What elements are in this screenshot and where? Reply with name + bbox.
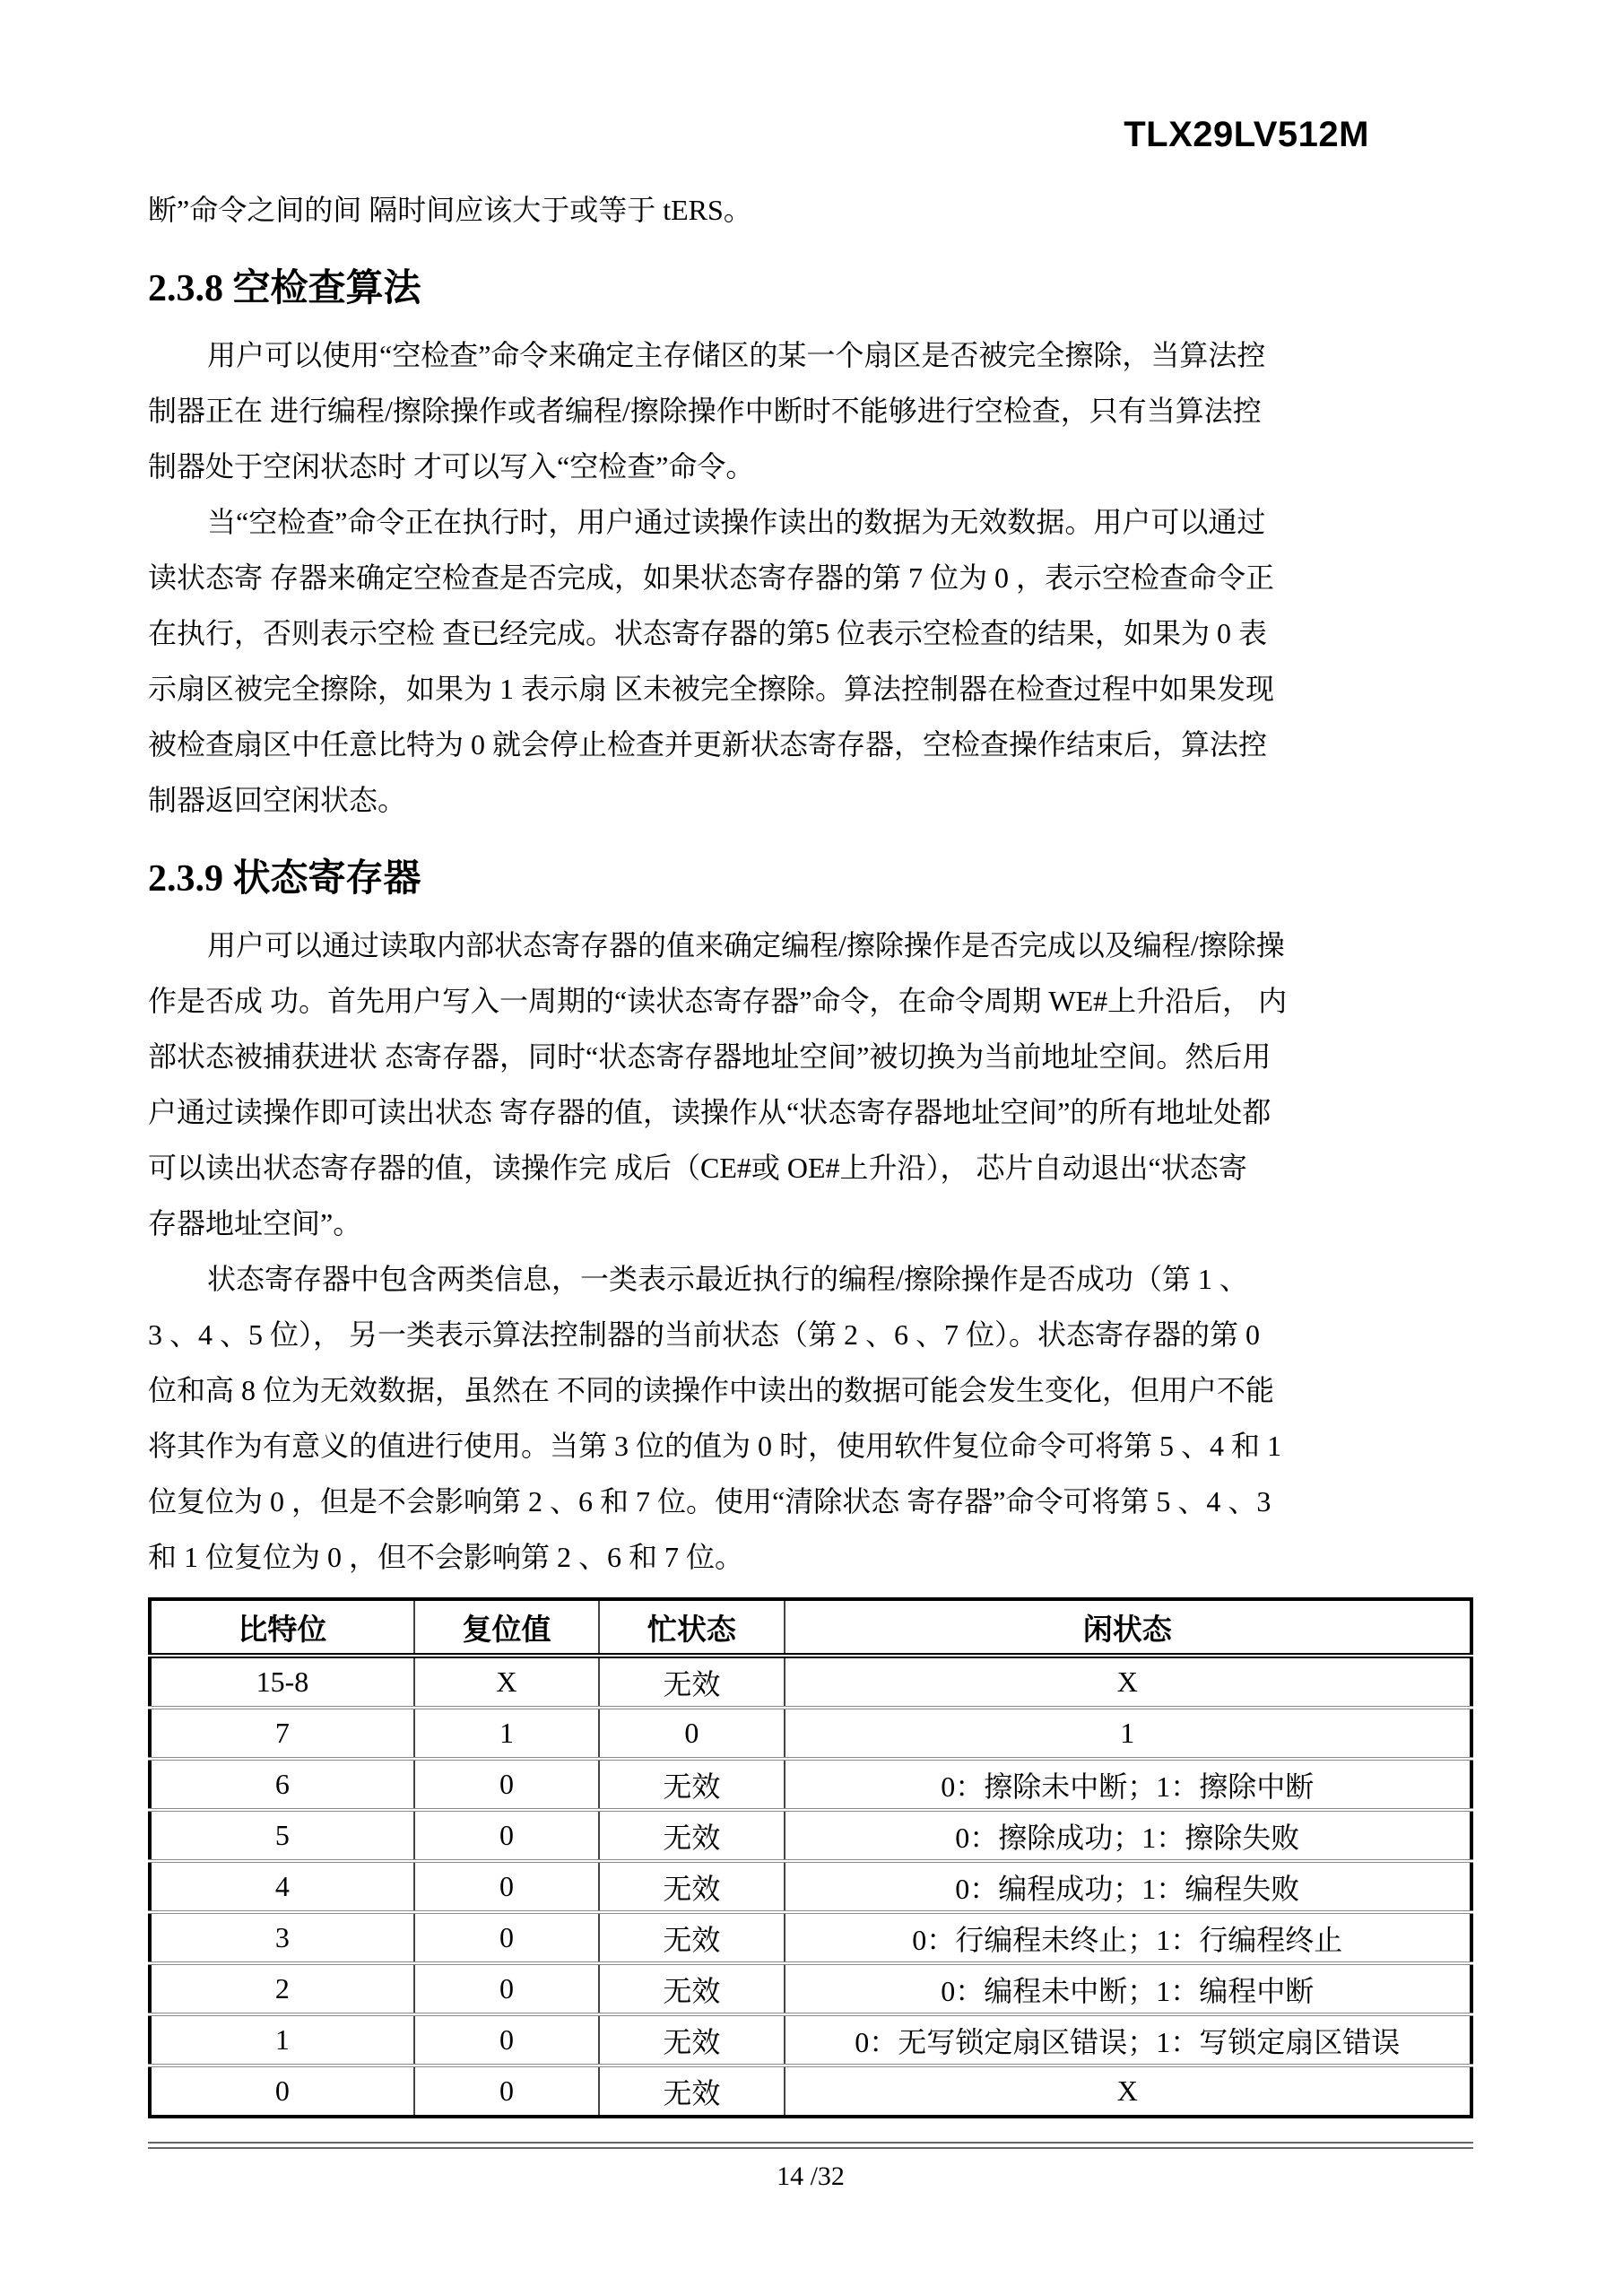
paragraph-line: 户通过读操作即可读出状态 寄存器的值，读操作从“状态寄存器地址空间”的所有地址处都: [148, 1096, 1271, 1128]
table-cell: 0: [150, 2066, 414, 2117]
paragraph-line: 被检查扇区中任意比特为 0 就会停止检查并更新状态寄存器，空检查操作结束后，算法控: [148, 728, 1268, 761]
paragraph-line: 和 1 位复位为 0 ，但不会影响第 2 、6 和 7 位。: [148, 1541, 744, 1573]
table-header-idle-state: 闲状态: [785, 1599, 1471, 1656]
table-row: [150, 2014, 1471, 2066]
table-cell: 6: [150, 1759, 414, 1810]
table-cell: 0：擦除未中断；1：擦除中断: [785, 1759, 1471, 1810]
sections-container: [148, 263, 1473, 1585]
paragraph-line: 制器返回空闲状态。: [148, 784, 407, 816]
table-row: [150, 1759, 1471, 1810]
document-content: [148, 182, 1473, 2118]
paragraph-line: 示扇区被完全擦除，如果为 1 表示扇 区未被完全擦除。算法控制器在检查过程中如果发现: [148, 673, 1275, 705]
table-cell: 15-8: [150, 1656, 414, 1708]
paragraph-line: 3 、4 、5 位）， 另一类表示算法控制器的当前状态（第 2 、6 、7 位）。状态寄存器的第 0: [148, 1318, 1261, 1351]
table-cell: X: [414, 1656, 599, 1708]
table-header-bit: 比特位: [150, 1599, 414, 1656]
paragraph-line: 可以读出状态寄存器的值，读操作完 成后（CE#或 OE#上升沿）， 芯片自动退出“状态寄: [148, 1152, 1247, 1184]
table-cell: 无效: [599, 1656, 784, 1708]
section-heading: 2.3.9 状态寄存器: [148, 858, 421, 900]
table-cell: 0：无写锁定扇区错误；1：写锁定扇区错误: [785, 2014, 1471, 2066]
table-cell: 无效: [599, 2014, 784, 2066]
paragraph-line: 存器地址空间”。: [148, 1207, 362, 1239]
table-cell: 2: [150, 1963, 414, 2014]
table-header-reset-value: 复位值: [414, 1599, 599, 1656]
table-cell: 0：编程成功；1：编程失败: [785, 1861, 1471, 1912]
table-cell: 3: [150, 1912, 414, 1963]
page-number: 14 /32: [777, 2161, 845, 2191]
table-cell: X: [785, 2066, 1471, 2117]
table-cell: 0: [414, 1810, 599, 1861]
paragraph-line: 用户可以通过读取内部状态寄存器的值来确定编程/擦除操作是否完成以及编程/擦除操: [207, 929, 1285, 961]
intro-continuation-line: 断”命令之间的间 隔时间应该大于或等于 tERS。: [148, 194, 752, 226]
table-row: [150, 1912, 1471, 1963]
table-cell: 0：行编程未终止；1：行编程终止: [785, 1912, 1471, 1963]
paragraph-line: 位复位为 0 ，但是不会影响第 2 、6 和 7 位。使用“清除状态 寄存器”命令可将第 5 、4 、3: [148, 1485, 1271, 1518]
paragraph-line: 位和高 8 位为无效数据，虽然在 不同的读操作中读出的数据可能会发生变化，但用户不能: [148, 1374, 1275, 1406]
table-cell: 1: [785, 1708, 1471, 1759]
table-cell: 0: [599, 1708, 784, 1759]
table-cell: 无效: [599, 2066, 784, 2117]
document-footer: [148, 2142, 1473, 2192]
section-heading: 2.3.8 空检查算法: [148, 268, 421, 309]
paragraph-line: 在执行，否则表示空检 查已经完成。状态寄存器的第5 位表示空检查的结果，如果为 0 表: [148, 617, 1268, 649]
table-cell: 0: [414, 2066, 599, 2117]
table-cell: 1: [150, 2014, 414, 2066]
table-cell: 0: [414, 1912, 599, 1963]
paragraph-line: 制器处于空闲状态时 才可以写入“空检查”命令。: [148, 450, 755, 483]
paragraph-line: 用户可以使用“空检查”命令来确定主存储区的某一个扇区是否被完全擦除，当算法控: [207, 339, 1266, 371]
document-title: TLX29LV512M: [1124, 115, 1369, 154]
table-cell: X: [1116, 1665, 1138, 1698]
table-cell: 无效: [599, 1963, 784, 2014]
paragraph-line: 部状态被捕获进状 态寄存器，同时“状态寄存器地址空间”被切换为当前地址空间。然后用: [148, 1040, 1271, 1073]
table-cell: 0: [414, 1963, 599, 2014]
status-register-table: [148, 1597, 1473, 2118]
footer-divider: [148, 2142, 1473, 2149]
table-cell: 无效: [599, 1861, 784, 1912]
table-cell: 7: [150, 1708, 414, 1759]
table-cell: 0：擦除成功；1：擦除失败: [785, 1810, 1471, 1861]
table-cell: 无效: [599, 1759, 784, 1810]
table-cell: 0: [414, 2014, 599, 2066]
table-cell: 无效: [599, 1912, 784, 1963]
table-cell: 0: [414, 1759, 599, 1810]
table-row: [150, 1963, 1471, 2014]
table-row: [150, 1861, 1471, 1912]
paragraph-line: 作是否成 功。首先用户写入一周期的“读状态寄存器”命令，在命令周期 WE#上升沿后， 内: [148, 985, 1288, 1017]
table-cell: 0: [414, 1861, 599, 1912]
table-row: [150, 1708, 1471, 1759]
table-header-busy-state: 忙状态: [599, 1599, 784, 1656]
paragraph-line: 当“空检查”命令正在执行时，用户通过读操作读出的数据为无效数据。用户可以通过: [207, 506, 1266, 538]
paragraph-line: 将其作为有意义的值进行使用。当第 3 位的值为 0 时，使用软件复位命令可将第 5 、4 和 1: [148, 1430, 1282, 1462]
paragraph-line: 制器正在 进行编程/擦除操作或者编程/擦除操作中断时不能够进行空检查，只有当算法控: [148, 395, 1262, 427]
table-cell: 4: [150, 1861, 414, 1912]
table-cell: 1: [414, 1708, 599, 1759]
table-cell: 5: [150, 1810, 414, 1861]
paragraph-line: 状态寄存器中包含两类信息，一类表示最近执行的编程/擦除操作是否成功（第 1 、: [207, 1263, 1248, 1295]
table-row: [150, 1656, 1471, 1708]
table-cell: 无效: [599, 1810, 784, 1861]
table-row: [150, 2066, 1471, 2117]
table-row: [150, 1810, 1471, 1861]
paragraph-line: 读状态寄 存器来确定空检查是否完成，如果状态寄存器的第 7 位为 0 ，表示空检查命令正: [148, 561, 1275, 594]
table-header-row: [150, 1599, 1471, 1656]
table-cell: 0：编程未中断；1：编程中断: [785, 1963, 1471, 2014]
